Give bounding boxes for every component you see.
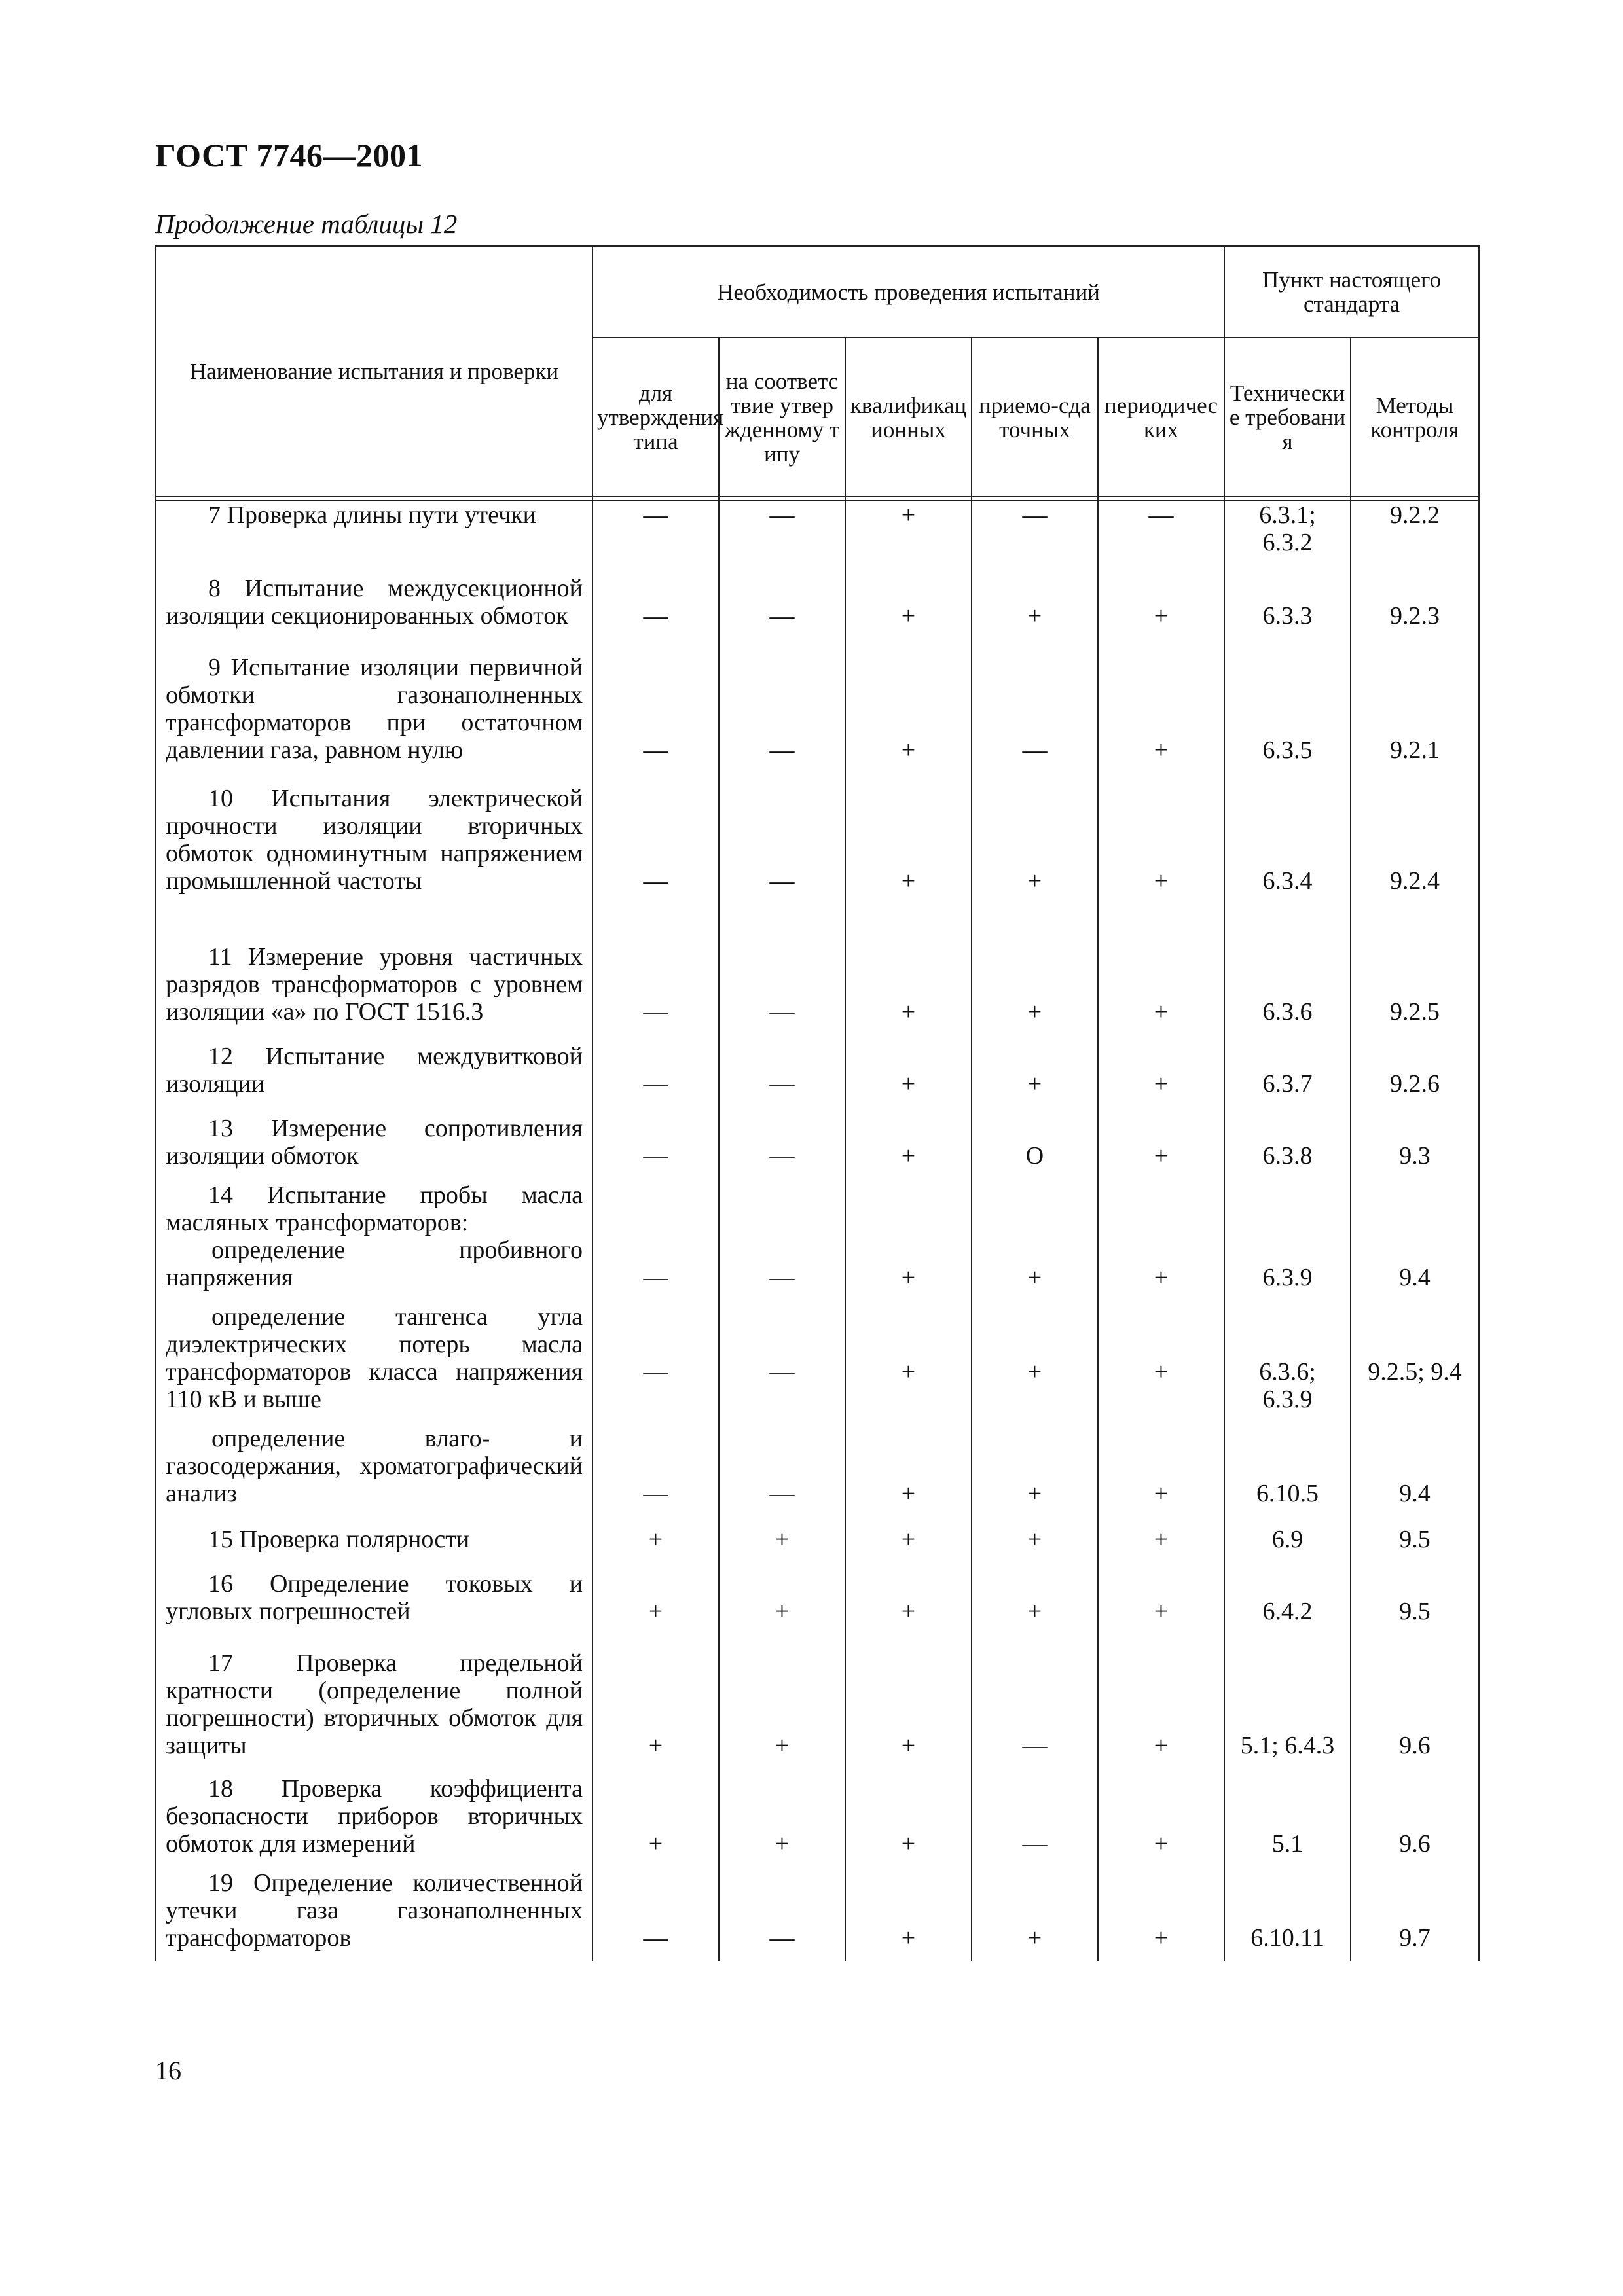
test-name: определение влаго- и газосодержания, хроматографический анализ bbox=[166, 1425, 583, 1507]
test-name: 9 Испытание изоляции первичной обмотки газонаполненных трансформаторов при остаточном давлении газа, равном нулю bbox=[166, 654, 583, 764]
methods-clause: 9.4 bbox=[1351, 1425, 1479, 1519]
methods-clause: 9.2.3 bbox=[1351, 569, 1479, 641]
test-name: 12 Испытание междувитковой изоляции bbox=[166, 1043, 583, 1098]
test-required-mark: + bbox=[972, 1519, 1098, 1565]
test-required-mark: + bbox=[719, 1637, 845, 1771]
table-row bbox=[156, 1771, 1479, 1869]
test-required-mark: — bbox=[972, 641, 1098, 776]
test-name: 19 Определение количественной утечки газа газонаполненных трансформаторов bbox=[166, 1869, 583, 1952]
table-row bbox=[156, 1519, 1479, 1565]
test-required-mark: + bbox=[972, 776, 1098, 906]
requirements-clause: 6.10.5 bbox=[1224, 1425, 1351, 1519]
col-group-tests: Необходимость проведения испытаний bbox=[593, 246, 1224, 338]
table-row bbox=[156, 1037, 1479, 1109]
test-required-mark: — bbox=[719, 1869, 845, 1961]
test-required-mark: + bbox=[845, 501, 972, 569]
test-required-mark: + bbox=[845, 1109, 972, 1181]
test-required-mark: — bbox=[719, 641, 845, 776]
test-required-mark: + bbox=[1098, 1771, 1224, 1869]
test-required-mark: + bbox=[845, 1425, 972, 1519]
requirements-clause: 6.3.6; 6.3.9 bbox=[1224, 1303, 1351, 1425]
col-header-methods: Методы контроля bbox=[1351, 338, 1479, 497]
methods-clause: 9.2.6 bbox=[1351, 1037, 1479, 1109]
requirements-clause: 6.3.5 bbox=[1224, 641, 1351, 776]
test-name-cell bbox=[156, 1425, 593, 1519]
table-row bbox=[156, 1425, 1479, 1519]
methods-clause: 9.6 bbox=[1351, 1637, 1479, 1771]
test-required-mark: — bbox=[593, 569, 719, 641]
test-required-mark: + bbox=[845, 1565, 972, 1637]
test-required-mark: + bbox=[1098, 1425, 1224, 1519]
test-name: 7 Проверка длины пути утечки bbox=[208, 501, 536, 529]
test-required-mark: — bbox=[593, 1869, 719, 1961]
test-required-mark: + bbox=[1098, 1109, 1224, 1181]
test-required-mark: — bbox=[593, 906, 719, 1037]
test-required-mark: + bbox=[1098, 1565, 1224, 1637]
test-required-mark: — bbox=[719, 1303, 845, 1425]
test-required-mark: + bbox=[593, 1565, 719, 1637]
test-required-mark: — bbox=[719, 501, 845, 569]
test-required-mark: — bbox=[719, 776, 845, 906]
test-required-mark: + bbox=[845, 1181, 972, 1303]
tests-table bbox=[155, 245, 1480, 1961]
test-required-mark: — bbox=[719, 1109, 845, 1181]
requirements-clause: 6.3.8 bbox=[1224, 1109, 1351, 1181]
test-required-mark: — bbox=[972, 501, 1098, 569]
test-name-cell bbox=[156, 776, 593, 906]
test-name-cell bbox=[156, 1181, 593, 1303]
test-required-mark: + bbox=[845, 1519, 972, 1565]
table-row bbox=[156, 501, 1479, 569]
test-name-cell bbox=[156, 1771, 593, 1869]
page-number: 16 bbox=[155, 2056, 181, 2085]
test-name-cell bbox=[156, 1303, 593, 1425]
methods-clause: 9.2.4 bbox=[1351, 776, 1479, 906]
test-subname: определение пробивного напряжения bbox=[166, 1236, 583, 1291]
test-required-mark: + bbox=[972, 1425, 1098, 1519]
methods-clause: 9.3 bbox=[1351, 1109, 1479, 1181]
test-required-mark: + bbox=[845, 641, 972, 776]
requirements-clause: 6.10.11 bbox=[1224, 1869, 1351, 1961]
test-name: 8 Испытание междусекционной изоляции секционированных обмоток bbox=[166, 575, 583, 630]
test-name-cell bbox=[156, 1109, 593, 1181]
table-body bbox=[156, 501, 1479, 1961]
methods-clause: 9.4 bbox=[1351, 1181, 1479, 1303]
test-name: 13 Измерение сопротивления изоляции обмоток bbox=[166, 1115, 583, 1170]
methods-clause: 9.2.5; 9.4 bbox=[1351, 1303, 1479, 1425]
table-row bbox=[156, 906, 1479, 1037]
test-required-mark: — bbox=[972, 1637, 1098, 1771]
test-required-mark: + bbox=[719, 1771, 845, 1869]
test-name-cell bbox=[156, 1519, 593, 1565]
methods-clause: 9.2.2 bbox=[1351, 501, 1479, 569]
test-required-mark: — bbox=[593, 1303, 719, 1425]
test-required-mark: + bbox=[719, 1565, 845, 1637]
test-required-mark: — bbox=[972, 1771, 1098, 1869]
test-required-mark: — bbox=[593, 1181, 719, 1303]
test-required-mark: + bbox=[1098, 1037, 1224, 1109]
test-required-mark: + bbox=[972, 1037, 1098, 1109]
col-header-acceptance: приемо-сдаточных bbox=[972, 338, 1098, 497]
methods-clause: 9.6 bbox=[1351, 1771, 1479, 1869]
test-required-mark: — bbox=[719, 569, 845, 641]
test-required-mark: — bbox=[593, 1037, 719, 1109]
requirements-clause: 6.3.9 bbox=[1224, 1181, 1351, 1303]
test-required-mark: О bbox=[972, 1109, 1098, 1181]
test-name-cell bbox=[156, 1565, 593, 1637]
table-row bbox=[156, 1181, 1479, 1303]
test-name: 17 Проверка предельной кратности (определение полной погрешности) вторичных обмоток для защиты bbox=[166, 1649, 583, 1759]
test-required-mark: + bbox=[845, 776, 972, 906]
test-required-mark: + bbox=[972, 1869, 1098, 1961]
test-required-mark: + bbox=[1098, 1303, 1224, 1425]
test-required-mark: + bbox=[845, 906, 972, 1037]
table-row bbox=[156, 1565, 1479, 1637]
methods-clause: 9.2.5 bbox=[1351, 906, 1479, 1037]
test-required-mark: — bbox=[1098, 501, 1224, 569]
test-name: 15 Проверка полярности bbox=[208, 1526, 470, 1553]
test-required-mark: + bbox=[1098, 1869, 1224, 1961]
test-required-mark: + bbox=[1098, 906, 1224, 1037]
test-required-mark: + bbox=[972, 569, 1098, 641]
test-name: 16 Определение токовых и угловых погрешностей bbox=[166, 1570, 583, 1625]
col-header-periodic: периодических bbox=[1098, 338, 1224, 497]
test-required-mark: — bbox=[593, 1425, 719, 1519]
test-required-mark: + bbox=[845, 1771, 972, 1869]
test-name-cell bbox=[156, 501, 593, 569]
requirements-clause: 6.9 bbox=[1224, 1519, 1351, 1565]
test-name-cell bbox=[156, 641, 593, 776]
test-required-mark: + bbox=[1098, 1637, 1224, 1771]
test-required-mark: + bbox=[972, 1303, 1098, 1425]
methods-clause: 9.5 bbox=[1351, 1519, 1479, 1565]
col-header-conformity: на соответствие утвержденному типу bbox=[719, 338, 845, 497]
test-name-cell bbox=[156, 1037, 593, 1109]
test-required-mark: + bbox=[1098, 641, 1224, 776]
test-required-mark: + bbox=[593, 1519, 719, 1565]
test-name: 14 Испытание пробы масла масляных трансформаторов: bbox=[166, 1181, 583, 1236]
test-required-mark: + bbox=[845, 569, 972, 641]
document-id: ГОСТ 7746—2001 bbox=[155, 137, 424, 173]
requirements-clause: 5.1; 6.4.3 bbox=[1224, 1637, 1351, 1771]
table-row bbox=[156, 1869, 1479, 1961]
test-required-mark: — bbox=[719, 1181, 845, 1303]
test-name: 18 Проверка коэффициента безопасности приборов вторичных обмоток для измерений bbox=[166, 1775, 583, 1857]
test-required-mark: + bbox=[719, 1519, 845, 1565]
test-required-mark: + bbox=[1098, 776, 1224, 906]
requirements-clause: 6.4.2 bbox=[1224, 1565, 1351, 1637]
test-required-mark: + bbox=[593, 1771, 719, 1869]
test-name: 10 Испытания электрической прочности изоляции вторичных обмоток одноминутным напряжением промышленной частоты bbox=[166, 785, 583, 895]
test-required-mark: + bbox=[1098, 1519, 1224, 1565]
requirements-clause: 5.1 bbox=[1224, 1771, 1351, 1869]
test-name-cell bbox=[156, 569, 593, 641]
test-required-mark: — bbox=[593, 1109, 719, 1181]
test-required-mark: — bbox=[719, 1425, 845, 1519]
col-group-clause: Пункт настоящего стандарта bbox=[1224, 246, 1479, 338]
test-required-mark: + bbox=[845, 1869, 972, 1961]
table-row bbox=[156, 1303, 1479, 1425]
test-required-mark: + bbox=[972, 1565, 1098, 1637]
test-required-mark: + bbox=[845, 1037, 972, 1109]
methods-clause: 9.2.1 bbox=[1351, 641, 1479, 776]
test-required-mark: + bbox=[845, 1637, 972, 1771]
table-row bbox=[156, 1109, 1479, 1181]
test-required-mark: + bbox=[972, 906, 1098, 1037]
requirements-clause: 6.3.3 bbox=[1224, 569, 1351, 641]
table-row bbox=[156, 569, 1479, 641]
table-row bbox=[156, 641, 1479, 776]
table-row bbox=[156, 776, 1479, 906]
test-required-mark: — bbox=[593, 776, 719, 906]
test-name-cell bbox=[156, 1869, 593, 1961]
requirements-clause: 6.3.7 bbox=[1224, 1037, 1351, 1109]
test-required-mark: + bbox=[845, 1303, 972, 1425]
test-name-cell bbox=[156, 1637, 593, 1771]
methods-clause: 9.5 bbox=[1351, 1565, 1479, 1637]
col-header-name: Наименование испытания и проверки bbox=[156, 246, 593, 497]
methods-clause: 9.7 bbox=[1351, 1869, 1479, 1961]
test-name: определение тангенса угла диэлектрических потерь масла трансформаторов класса напряжения 110 кВ и выше bbox=[166, 1303, 583, 1413]
test-required-mark: + bbox=[1098, 569, 1224, 641]
test-required-mark: — bbox=[593, 641, 719, 776]
table-row bbox=[156, 1637, 1479, 1771]
test-required-mark: + bbox=[593, 1637, 719, 1771]
test-required-mark: — bbox=[719, 906, 845, 1037]
col-header-qualification: квалификационных bbox=[845, 338, 972, 497]
test-name-cell bbox=[156, 906, 593, 1037]
table-caption: Продолжение таблицы 12 bbox=[155, 209, 458, 239]
requirements-clause: 6.3.4 bbox=[1224, 776, 1351, 906]
col-header-type-approval: для утверждения типа bbox=[593, 338, 719, 497]
col-header-requirements: Технические требования bbox=[1224, 338, 1351, 497]
test-name: 11 Измерение уровня частичных разрядов трансформаторов с уровнем изоляции «а» по ГОСТ 1516.3 bbox=[166, 943, 583, 1026]
test-required-mark: — bbox=[593, 501, 719, 569]
test-required-mark: — bbox=[719, 1037, 845, 1109]
requirements-clause: 6.3.1; 6.3.2 bbox=[1224, 501, 1351, 569]
test-required-mark: + bbox=[1098, 1181, 1224, 1303]
requirements-clause: 6.3.6 bbox=[1224, 906, 1351, 1037]
test-required-mark: + bbox=[972, 1181, 1098, 1303]
